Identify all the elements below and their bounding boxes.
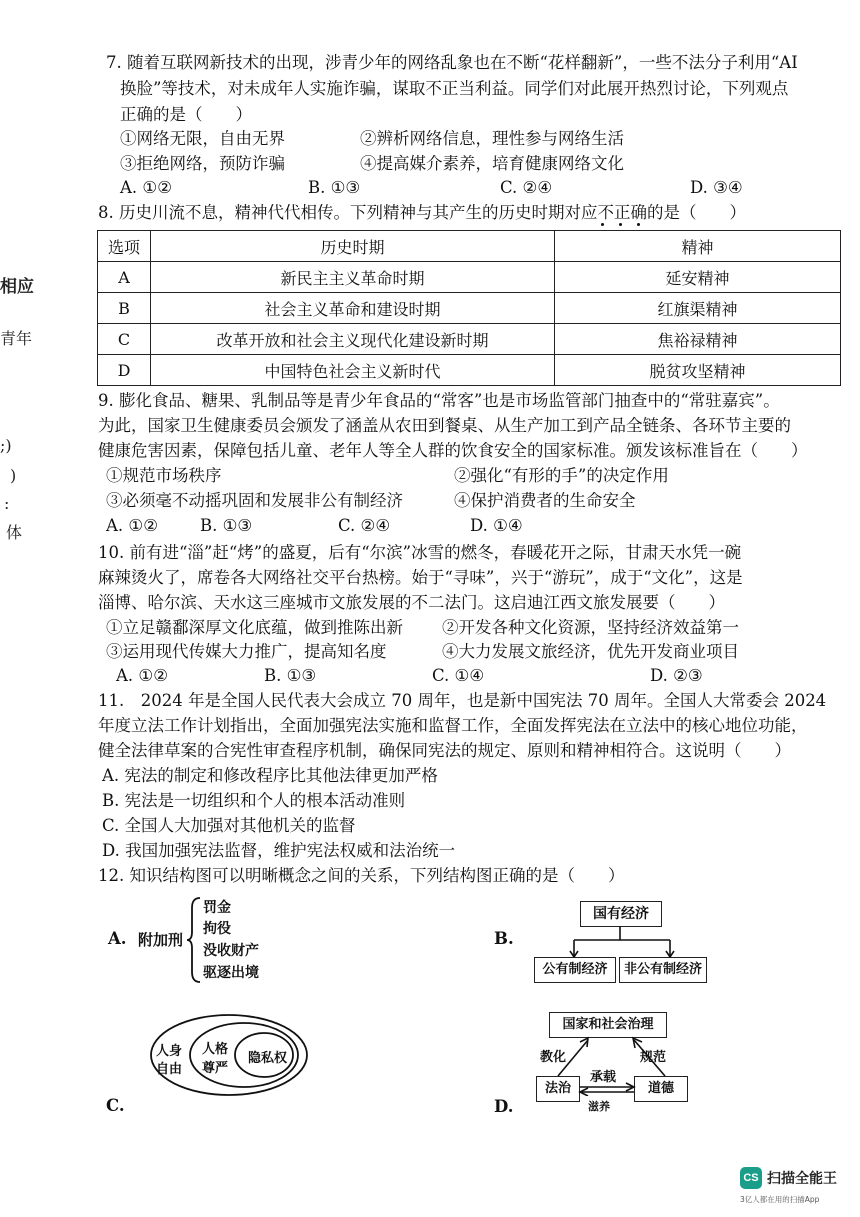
table-cell: 红旗渠精神 (555, 293, 841, 324)
diagram-d-right-box: 道德 (634, 1076, 688, 1102)
diagram-d-mid-top-label: 承载 (590, 1070, 617, 1085)
q12-option-c[interactable]: C. (106, 1096, 125, 1115)
diagram-c-mid-label: 人格 (202, 1042, 229, 1057)
table-cell: 社会主义革命和建设时期 (151, 293, 555, 324)
q7-option-d[interactable]: D. ③④ (690, 178, 743, 197)
margin-fragment: : (4, 494, 10, 513)
table-cell: 焦裕禄精神 (555, 324, 841, 355)
q7-option-a[interactable]: A. ①② (120, 178, 172, 197)
diagram-a-root: 附加刑 (138, 931, 184, 949)
diagram-d-left-box: 法治 (536, 1076, 580, 1102)
q12-option-a[interactable]: A. (108, 929, 127, 948)
diagram-a-item: 驱逐出境 (203, 965, 259, 981)
q7-statement-2: ②辨析网络信息，理性参与网络生活 (360, 129, 624, 148)
q10-statement-3: ③运用现代传媒大力推广，提高知名度 (106, 642, 387, 661)
q9-statement-4: ④保护消费者的生命安全 (454, 491, 636, 510)
q7-option-b[interactable]: B. ①③ (308, 178, 361, 197)
q11-option-b[interactable]: B. 宪法是一切组织和个人的根本活动准则 (102, 791, 406, 810)
q11-stem-line2: 年度立法工作计划指出，全面加强宪法实施和监督工作，全面发挥宪法在立法中的核心地位功能， (98, 716, 808, 735)
q11-option-c[interactable]: C. 全国人大加强对其他机关的监督 (102, 816, 356, 835)
q10-option-a[interactable]: A. ①② (116, 666, 168, 685)
table-row (98, 262, 841, 293)
cs-badge-icon: CS (740, 1167, 762, 1189)
table-row (98, 293, 841, 324)
margin-fragment: 相应 (0, 277, 34, 297)
q9-stem-line1: 9. 膨化食品、糖果、乳制品等是青少年食品的“常客”也是市场监管部门抽查中的“常驻嘉宾”。 (98, 391, 780, 410)
emphasis-dot (637, 223, 640, 226)
q7-stem-line1: 7. 随着互联网新技术的出现，涉青少年的网络乱象也在不断“花样翻新”，一些不法分子利用“AI (106, 53, 798, 72)
q9-stem-line3: 健康危害因素，保障包括儿童、老年人等全人群的饮食安全的国家标准。颁发该标准旨在（ ） (98, 441, 808, 460)
q12-stem: 12. 知识结构图可以明晰概念之间的关系，下列结构图正确的是（ ） (98, 866, 625, 885)
brace-icon (186, 896, 204, 984)
table-cell: A (98, 262, 151, 293)
table-header: 精神 (555, 231, 841, 262)
table-cell: 中国特色社会主义新时代 (151, 355, 555, 386)
logo-tagline: 3亿人都在用的扫描App (740, 1195, 820, 1204)
table-row (98, 355, 841, 386)
q11-stem-line1: 11. 2024 年是全国人民代表大会成立 70 周年，也是新中国宪法 70 周年。全国人大常委会 2024 (98, 691, 827, 710)
q10-statement-2: ②开发各种文化资源，坚持经济效益第一 (442, 618, 739, 637)
q11-option-d[interactable]: D. 我国加强宪法监督，维护宪法权威和法治统一 (102, 841, 456, 860)
q7-statement-4: ④提高媒介素养，培育健康网络文化 (360, 154, 624, 173)
margin-fragment: 体 (6, 523, 23, 542)
q7-stem-line3: 正确的是（ ） (120, 105, 252, 124)
q10-stem-line3: 淄博、哈尔滨、天水这三座城市文旅发展的不二法门。这启迪江西文旅发展要（ ） (98, 593, 725, 612)
diagram-b-right-box: 非公有制经济 (619, 957, 707, 983)
q9-option-a[interactable]: A. ①② (106, 516, 158, 535)
diagram-c-outer-label: 自由 (156, 1062, 183, 1077)
q11-stem-line3: 健全法律草案的合宪性审查程序机制，确保同宪法的规定、原则和精神相符合。这说明（ ） (98, 741, 791, 760)
diagram-d-mid-bottom-label: 滋养 (588, 1100, 610, 1113)
emphasis-dot (601, 223, 604, 226)
q10-statement-4: ④大力发展文旅经济，优先开发商业项目 (442, 642, 739, 661)
q10-option-d[interactable]: D. ②③ (650, 666, 703, 685)
diagram-a-item: 罚金 (203, 900, 231, 916)
diagram-d-top-box: 国家和社会治理 (549, 1012, 667, 1038)
diagram-c-outer-label: 人身 (156, 1044, 183, 1059)
q7-option-c[interactable]: C. ②④ (500, 178, 553, 197)
q12-option-d[interactable]: D. (494, 1097, 514, 1116)
diagram-c-inner-label: 隐私权 (248, 1051, 288, 1066)
q7-statement-1: ①网络无限，自由无界 (120, 129, 285, 148)
logo-name: 扫描全能王 (767, 1171, 837, 1187)
diagram-c-mid-label: 尊严 (202, 1061, 229, 1076)
table-cell: D (98, 355, 151, 386)
table-cell: 改革开放和社会主义现代化建设新时期 (151, 324, 555, 355)
q7-statement-3: ③拒绝网络，预防诈骗 (120, 154, 285, 173)
q10-statement-1: ①立足赣鄱深厚文化底蕴，做到推陈出新 (106, 618, 403, 637)
diagram-d-left-arrow-label: 教化 (540, 1050, 567, 1065)
table-header: 历史时期 (151, 231, 555, 262)
diagram-b-left-box: 公有制经济 (534, 957, 616, 983)
q8-table (97, 230, 841, 386)
table-cell: 延安精神 (555, 262, 841, 293)
q7-stem-line2: 换脸”等技术，对未成年人实施诈骗，谋取不正当利益。同学们对此展开热烈讨论，下列观点 (120, 79, 789, 98)
q10-stem-line2: 麻辣烫火了，席卷各大网络社交平台热榜。始于“寻味”，兴于“游玩”，成于“文化”，这是 (98, 568, 743, 587)
table-header: 选项 (98, 231, 151, 262)
q8-stem: 8. 历史川流不息，精神代代相传。下列精神与其产生的历史时期对应不正确的是（ ） (98, 203, 746, 222)
q9-statement-1: ①规范市场秩序 (106, 466, 222, 485)
table-header-row (98, 231, 841, 262)
margin-fragment: ) (10, 466, 17, 485)
q10-option-b[interactable]: B. ①③ (264, 666, 317, 685)
q9-statement-2: ②强化“有形的手”的决定作用 (454, 466, 669, 485)
q9-option-b[interactable]: B. ①③ (200, 516, 253, 535)
diagram-b-top-box: 国有经济 (580, 901, 662, 927)
margin-fragment: 青年 (0, 329, 33, 348)
q9-option-c[interactable]: C. ②④ (338, 516, 391, 535)
q9-stem-line2: 为此，国家卫生健康委员会颁发了涵盖从农田到餐桌、从生产加工到产品全链条、各环节主要的 (98, 416, 791, 435)
table-cell: 新民主主义革命时期 (151, 262, 555, 293)
q10-option-c[interactable]: C. ①④ (432, 666, 485, 685)
diagram-a-item: 没收财产 (203, 943, 259, 959)
table-row (98, 324, 841, 355)
q10-stem-line1: 10. 前有进“淄”赶“烤”的盛夏，后有“尔滨”冰雪的燃冬，春暖花开之际，甘肃天水凭一碗 (98, 543, 742, 562)
table-cell: C (98, 324, 151, 355)
table-cell: B (98, 293, 151, 324)
table-cell: 脱贫攻坚精神 (555, 355, 841, 386)
q12-option-b[interactable]: B. (494, 929, 514, 948)
q9-option-d[interactable]: D. ①④ (470, 516, 523, 535)
margin-fragment: ;) (0, 436, 12, 455)
diagram-d-right-arrow-label: 规范 (640, 1050, 667, 1065)
connector-arrows (560, 926, 690, 958)
emphasis-dot (619, 223, 622, 226)
q9-statement-3: ③必须毫不动摇巩固和发展非公有制经济 (106, 491, 403, 510)
diagram-a-item: 拘役 (203, 921, 231, 937)
q11-option-a[interactable]: A. 宪法的制定和修改程序比其他法律更加严格 (102, 766, 438, 785)
